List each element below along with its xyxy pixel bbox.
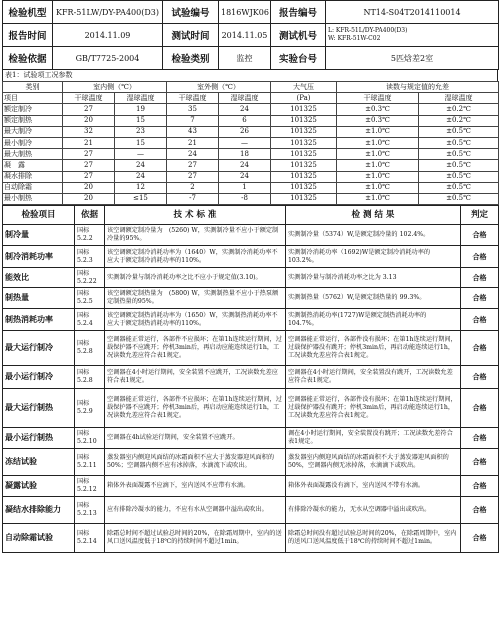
- standard-text: 应有排除冷凝水的能力，不应有水从空调器中溢出或吹出。: [105, 497, 286, 524]
- test-item: 最小运行制冷: [3, 366, 75, 389]
- condition-cell: 24: [115, 160, 167, 171]
- condition-name: 凝水排除: [3, 171, 63, 182]
- basis-ref: 国标 5.2.22: [75, 268, 105, 288]
- condition-cell: ±1.0℃: [337, 160, 419, 171]
- table-row: [3, 331, 499, 366]
- test-item: 冻结试验: [3, 449, 75, 476]
- standard-text: 该空调额定制热消耗功率为（1650）W，实测制热消耗功率不应大于额定制热消耗功率的110%。: [105, 309, 286, 331]
- basis-ref: 国标 5.2.5: [75, 288, 105, 309]
- table-row: [3, 171, 499, 182]
- condition-cell: ±1.0℃: [337, 149, 419, 160]
- report-no-label: 报告编号: [271, 1, 326, 24]
- condition-cell: ±1.0℃: [337, 126, 419, 137]
- condition-cell: 15: [115, 115, 167, 126]
- type-label: 检验类别: [163, 47, 219, 70]
- condition-cell: -8: [219, 193, 271, 204]
- condition-cell: 24: [219, 171, 271, 182]
- standard-text: 该空调额定制冷量为 (5260) W，实测制冷量不应小于额定制冷量的95%。: [105, 225, 286, 246]
- unit-no-label: 测试机号: [271, 24, 326, 47]
- condition-cell: 43: [167, 126, 219, 137]
- basis-ref: 国标 5.2.8: [75, 366, 105, 389]
- standard-text: 该空调额定制冷消耗功率为（1640）W，实测制冷消耗功率不应大于额定制冷消耗功率的110%。: [105, 246, 286, 268]
- basis-col-header: 依据: [75, 206, 105, 225]
- condition-cell: 24: [115, 171, 167, 182]
- judgement: 合格: [461, 428, 499, 449]
- class-header: 类别: [3, 82, 63, 93]
- standard-text: 空调器在4小时运行期间，安全装置不应跳开，工况读数允差应符合表1规定。: [105, 366, 286, 389]
- condition-cell: 101325: [271, 149, 337, 160]
- table-row: [3, 115, 499, 126]
- standard-text: 箱体外表面凝露不应滴下，室内送风不应带有水滴。: [105, 476, 286, 497]
- unit-outdoor: W: KFR-51W-C02: [328, 35, 381, 42]
- condition-cell: 24: [219, 104, 271, 115]
- result-text: 除霜总时间没有超过试验总时间的20%，在除霜周期中，室内的送风口送风温度低于18℃的持续时间不超过1min。: [286, 524, 461, 553]
- table-row: [3, 137, 499, 148]
- result-text: 空调器在4小时运行期间，安全装置没有跳开，工况读数允差应符合表1规定。: [286, 366, 461, 389]
- condition-cell: 15: [115, 137, 167, 148]
- condition-cell: ±0.5℃: [419, 149, 499, 160]
- table-row: [3, 309, 499, 331]
- condition-cell: ±0.3℃: [337, 104, 419, 115]
- table-row: [3, 149, 499, 160]
- room-label: 实验台号: [271, 47, 326, 70]
- condition-cell: 35: [167, 104, 219, 115]
- judgement: 合格: [461, 309, 499, 331]
- condition-cell: ±0.5℃: [419, 193, 499, 204]
- condition-cell: 24: [167, 149, 219, 160]
- judgement: 合格: [461, 331, 499, 366]
- basis-ref: 国标 5.2.12: [75, 476, 105, 497]
- standard-text: 蒸发器室内侧迎风面结的冰霜面积不应大于蒸发器迎风面积的50%；空调器内侧不应有冰掉落，水滴流下或吹出。: [105, 449, 286, 476]
- table-row: [3, 497, 499, 524]
- item-col-header: 检验项目: [3, 206, 75, 225]
- condition-cell: 101325: [271, 193, 337, 204]
- table-row: [3, 182, 499, 193]
- table-row: [3, 126, 499, 137]
- test-time-value: 2014.11.05: [219, 24, 271, 47]
- tolerance-dry-header: 干球温度: [337, 93, 419, 104]
- test-item: 最大运行制冷: [3, 331, 75, 366]
- table-row: [3, 449, 499, 476]
- result-text: 实测制热消耗功率(1727)W是额定制热消耗功率的 104.7%。: [286, 309, 461, 331]
- basis-ref: 国标 5.2.13: [75, 497, 105, 524]
- report-time-value: 2014.11.09: [53, 24, 163, 47]
- condition-cell: ±0.2℃: [419, 115, 499, 126]
- condition-cell: 1: [219, 182, 271, 193]
- item-header: 项目: [3, 93, 63, 104]
- condition-cell: ±1.0℃: [337, 182, 419, 193]
- standard-text: 实测制冷量与制冷消耗功率之比不应小于规定值(3.10)。: [105, 268, 286, 288]
- test-item: 制热消耗功率: [3, 309, 75, 331]
- pressure-header: 大气压: [271, 82, 337, 93]
- condition-cell: 101325: [271, 126, 337, 137]
- judgement: 合格: [461, 449, 499, 476]
- condition-cell: ≤15: [115, 193, 167, 204]
- standard-text: 空调器能正常运行，各部件不应损坏；在第1h连续运行期间，过载保护器不应跳开；停机3min后，再启动应能连续运行1h，工况读数允差应符合表1规定。: [105, 331, 286, 366]
- condition-name: 额定制冷: [3, 104, 63, 115]
- condition-cell: 27: [63, 160, 115, 171]
- condition-cell: 20: [63, 182, 115, 193]
- condition-cell: ±0.3℃: [337, 115, 419, 126]
- room-value: 5匹焓差2室: [326, 47, 499, 70]
- test-item: 最大运行制热: [3, 389, 75, 428]
- condition-cell: 20: [63, 193, 115, 204]
- report-page: [2, 0, 498, 553]
- condition-name: 自动除霜: [3, 182, 63, 193]
- condition-name: 额定制热: [3, 115, 63, 126]
- condition-cell: —: [115, 149, 167, 160]
- table-row: [3, 193, 499, 204]
- condition-name: 最小制热: [3, 193, 63, 204]
- condition-cell: 101325: [271, 104, 337, 115]
- result-text: 实测制冷量与制冷消耗功率之比为 3.13: [286, 268, 461, 288]
- table1-caption: 表1：试验项工况参数: [2, 70, 498, 81]
- condition-cell: -7: [167, 193, 219, 204]
- condition-cell: 19: [115, 104, 167, 115]
- basis-label: 检验依据: [3, 47, 53, 70]
- indoor-dry-header: 干球温度: [63, 93, 115, 104]
- standard-col-header: 技 术 标 准: [105, 206, 286, 225]
- condition-name: 最小制冷: [3, 137, 63, 148]
- report-header: [2, 0, 499, 70]
- standard-text: 除霜总时间不超过试验总时间的20%，在除霜周期中，室内的送风口送风温度低于18℃的持续时间不超过1min。: [105, 524, 286, 553]
- table-row: [3, 428, 499, 449]
- sample-no-label: 试验编号: [163, 1, 219, 24]
- condition-cell: 101325: [271, 182, 337, 193]
- table-row: [3, 104, 499, 115]
- basis-ref: 国标 5.2.3: [75, 246, 105, 268]
- inspection-table: [2, 205, 499, 553]
- condition-cell: 21: [167, 137, 219, 148]
- condition-cell: —: [219, 137, 271, 148]
- basis-value: GB/T7725-2004: [53, 47, 163, 70]
- condition-cell: ±1.0℃: [337, 193, 419, 204]
- judgement: 合格: [461, 389, 499, 428]
- condition-cell: ±0.5℃: [419, 160, 499, 171]
- judgement: 合格: [461, 225, 499, 246]
- judgement: 合格: [461, 366, 499, 389]
- condition-cell: 20: [63, 115, 115, 126]
- condition-cell: ±0.2℃: [419, 104, 499, 115]
- condition-cell: 27: [167, 171, 219, 182]
- tolerance-header: 读数与规定值的允差: [337, 82, 499, 93]
- basis-ref: 国标 5.2.10: [75, 428, 105, 449]
- condition-cell: 101325: [271, 171, 337, 182]
- judgement: 合格: [461, 288, 499, 309]
- result-text: 调在4小时运行期间，安全装置没有跳开；工况读数允差符合表1规定。: [286, 428, 461, 449]
- table-row: [3, 476, 499, 497]
- judgement: 合格: [461, 476, 499, 497]
- result-text: 空调器能正常运行，各部件没有损坏；在第1h连续运行期间，过载保护器没有跳开；停机3min后，再启动能连续运行1h，工况读数允差应符合表1规定。: [286, 331, 461, 366]
- basis-ref: 国标 5.2.14: [75, 524, 105, 553]
- condition-cell: 27: [63, 149, 115, 160]
- condition-cell: 7: [167, 115, 219, 126]
- condition-cell: 2: [167, 182, 219, 193]
- report-time-label: 报告时间: [3, 24, 53, 47]
- condition-cell: 27: [63, 104, 115, 115]
- unit-no-value: [326, 24, 499, 47]
- test-item: 自动除霜试验: [3, 524, 75, 553]
- condition-name: 凝 露: [3, 160, 63, 171]
- condition-cell: 18: [219, 149, 271, 160]
- standard-text: 空调器能正常运行，各部件不应损坏；在第1h连续运行期间，过载保护器不应跳开；停机3min后，再启动应能连续运行1h，工况读数允差应符合表1规定。: [105, 389, 286, 428]
- standard-text: 该空调额定制热量为 (5800) W，实测制热量不应小于热泵额定制热量的95%。: [105, 288, 286, 309]
- indoor-header: 室内侧（℃）: [63, 82, 167, 93]
- result-text: 有排除冷凝水的能力，无水从空调器中溢出或吹出。: [286, 497, 461, 524]
- sample-no-value: 1816WJK06: [219, 1, 271, 24]
- test-item: 凝露试验: [3, 476, 75, 497]
- test-item: 制热量: [3, 288, 75, 309]
- table-row: [3, 366, 499, 389]
- condition-cell: 27: [63, 171, 115, 182]
- result-text: 实测制冷量（5374）W,是额定制冷量的 102.4%。: [286, 225, 461, 246]
- result-text: 箱体外表面凝露没有滴下，室内送风不带有水滴。: [286, 476, 461, 497]
- condition-cell: 21: [63, 137, 115, 148]
- table-row: [3, 288, 499, 309]
- basis-ref: 国标 5.2.11: [75, 449, 105, 476]
- result-text: 蒸发器室内侧迎风面结的冰霜面积不大于蒸发器迎风面积的50%，空调器内侧无冰掉落，水滴滴下或吹出。: [286, 449, 461, 476]
- condition-cell: ±0.5℃: [419, 182, 499, 193]
- condition-cell: 101325: [271, 115, 337, 126]
- basis-ref: 国标 5.2.4: [75, 309, 105, 331]
- model-value: KFR-51LW/DY-PA400(D3): [53, 1, 163, 24]
- condition-cell: ±1.0℃: [337, 171, 419, 182]
- test-item: 最小运行制热: [3, 428, 75, 449]
- judgement: 合格: [461, 268, 499, 288]
- outdoor-dry-header: 干球温度: [167, 93, 219, 104]
- condition-cell: 23: [115, 126, 167, 137]
- outdoor-wet-header: 湿球温度: [219, 93, 271, 104]
- condition-cell: 26: [219, 126, 271, 137]
- condition-cell: 101325: [271, 160, 337, 171]
- condition-cell: 101325: [271, 137, 337, 148]
- outdoor-header: 室外侧（℃）: [167, 82, 271, 93]
- table-row: [3, 160, 499, 171]
- condition-cell: ±0.5℃: [419, 126, 499, 137]
- condition-cell: ±1.0℃: [337, 137, 419, 148]
- standard-text: 空调器在4h试验运行期间，安全装置不应跳开。: [105, 428, 286, 449]
- test-time-label: 测试时间: [163, 24, 219, 47]
- test-item: 制冷消耗功率: [3, 246, 75, 268]
- table-row: [3, 389, 499, 428]
- condition-cell: 27: [167, 160, 219, 171]
- table-row: [3, 524, 499, 553]
- judgement: 合格: [461, 246, 499, 268]
- result-text: 空调器能正常运行，各部件没有损坏；在第1h连续运行期间，过载保护器没有跳开；停机3min后，再启动能连续运行1h，工况读数允差应符合表1规定。: [286, 389, 461, 428]
- result-col-header: 检 测 结 果: [286, 206, 461, 225]
- model-label: 检验机型: [3, 1, 53, 24]
- pressure-unit: (Pa): [271, 93, 337, 104]
- result-text: 实测制冷消耗功率（1692)W是额定制冷消耗功率的 103.2%。: [286, 246, 461, 268]
- condition-name: 最大制冷: [3, 126, 63, 137]
- tolerance-wet-header: 湿球温度: [419, 93, 499, 104]
- basis-ref: 国标 5.2.9: [75, 389, 105, 428]
- condition-name: 最大制热: [3, 149, 63, 160]
- table-row: [3, 225, 499, 246]
- judgement: 合格: [461, 497, 499, 524]
- table-row: [3, 246, 499, 268]
- type-value: 监控: [219, 47, 271, 70]
- report-no-value: NT14-S04T2014110014: [326, 1, 499, 24]
- condition-cell: 24: [219, 160, 271, 171]
- judge-col-header: 判定: [461, 206, 499, 225]
- unit-indoor: L: KFR-51L/DY-PA400(D3): [328, 27, 408, 34]
- result-text: 实测制热量（5762）W,是额定制热量的 99.3%。: [286, 288, 461, 309]
- table-row: [3, 268, 499, 288]
- judgement: 合格: [461, 524, 499, 553]
- condition-cell: ±0.5℃: [419, 137, 499, 148]
- condition-cell: 32: [63, 126, 115, 137]
- test-item: 凝结水排除能力: [3, 497, 75, 524]
- basis-ref: 国标 5.2.2: [75, 225, 105, 246]
- condition-cell: 12: [115, 182, 167, 193]
- test-item: 能效比: [3, 268, 75, 288]
- basis-ref: 国标 5.2.8: [75, 331, 105, 366]
- test-item: 制冷量: [3, 225, 75, 246]
- condition-cell: 6: [219, 115, 271, 126]
- conditions-table: [2, 81, 499, 205]
- indoor-wet-header: 湿球温度: [115, 93, 167, 104]
- condition-cell: ±0.5℃: [419, 171, 499, 182]
